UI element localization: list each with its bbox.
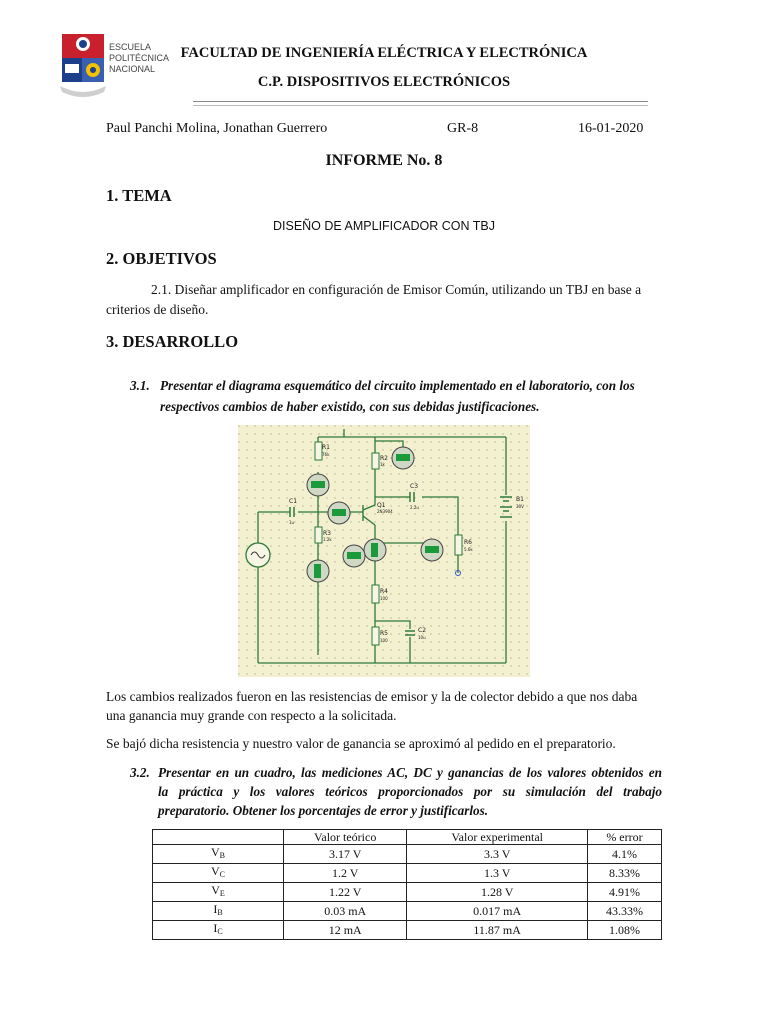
table-cell-error: 1.08% — [587, 921, 661, 940]
table-cell-error: 4.91% — [587, 883, 661, 902]
resistor-r4 — [372, 585, 379, 603]
label-b1: B1 — [516, 496, 524, 503]
objective-line-2: criterios de diseño. — [106, 302, 209, 317]
label-r4-value: 100 — [380, 596, 388, 601]
label-r6: R6 — [464, 539, 472, 546]
section-heading-objetivos: 2. OBJETIVOS — [106, 249, 217, 268]
label-r4: R4 — [380, 588, 388, 595]
table-cell-error: 4.1% — [587, 845, 661, 864]
label-q1: Q1 — [377, 502, 386, 509]
table-cell-theoretical: 0.03 mA — [284, 902, 407, 921]
label-q1-value: 2N3904 — [377, 509, 393, 514]
changes-paragraph-line-1: Los cambios realizados fueron en las resistencias de emisor y la de colector debido a que nos daba — [106, 689, 638, 704]
table-cell-experimental: 11.87 mA — [407, 921, 588, 940]
table-row — [153, 864, 662, 883]
logo-line: POLITÉCNICA — [109, 53, 170, 63]
question-3-1-line-1: Presentar el diagrama esquemático del circuito implementado en el laboratorio, con los — [160, 378, 635, 393]
table-cell-theoretical: 12 mA — [284, 921, 407, 940]
label-c1-value: 1u — [289, 520, 295, 525]
faculty-title: FACULTAD DE INGENIERÍA ELÉCTRICA Y ELECTRÓNICA — [180, 45, 588, 61]
table-header-cell — [153, 830, 284, 845]
table-cell-theoretical: 3.17 V — [284, 845, 407, 864]
label-r5: R5 — [380, 630, 388, 637]
table-row — [153, 883, 662, 902]
label-b1-value: 30V — [516, 504, 524, 509]
header-divider-thin — [193, 105, 648, 106]
topic-text: DISEÑO DE AMPLIFICADOR CON TBJ — [272, 219, 496, 233]
section-heading-tema: 1. TEMA — [106, 186, 172, 205]
label-r1: R1 — [322, 444, 330, 451]
table-cell-theoretical: 1.2 V — [284, 864, 407, 883]
label-r6-value: 5.6k — [464, 547, 473, 552]
question-3-2-line-1: Presentar en un cuadro, las mediciones AC, DC y ganancias de los valores obtenidos en — [158, 765, 662, 780]
table-cell-experimental: 1.3 V — [407, 864, 588, 883]
authors: Paul Panchi Molina, Jonathan Guerrero — [106, 121, 328, 136]
resistor-r1 — [315, 442, 322, 460]
question-3-1-number: 3.1. — [130, 378, 150, 393]
resistor-r3 — [315, 527, 322, 543]
label-c3-value: 2.2u — [410, 505, 419, 510]
table-cell-variable: $V_C$ — [153, 864, 284, 883]
label-c2-value: 10u — [418, 635, 426, 640]
date: 16-01-2020 — [578, 121, 644, 136]
label-r5-value: 100 — [380, 638, 388, 643]
table-header-cell: % error — [587, 830, 661, 845]
table-cell-error: 43.33% — [587, 902, 661, 921]
table-row — [153, 845, 662, 864]
table-cell-variable: $I_C$ — [153, 921, 284, 940]
label-c2: C2 — [418, 627, 427, 634]
question-3-2-line-3: preparatorio. Obtener los porcentajes de error y justificarlos. — [158, 803, 489, 818]
results-table — [152, 829, 662, 940]
table-row — [153, 921, 662, 940]
group: GR-8 — [447, 121, 479, 136]
section-heading-desarrollo: 3. DESARROLLO — [106, 332, 239, 351]
table-cell-experimental: 0.017 mA — [407, 902, 588, 921]
resistor-r6 — [455, 535, 462, 555]
table-cell-variable: $I_B$ — [153, 902, 284, 921]
question-3-1-line-2: respectivos cambios de haber existido, con sus debidas justificaciones. — [160, 399, 540, 414]
table-cell-experimental: 1.28 V — [407, 883, 588, 902]
header-divider — [193, 101, 648, 102]
report-title: INFORME No. 8 — [325, 152, 443, 169]
table-header-cell: Valor teórico — [284, 830, 407, 845]
label-r2-value: 1k — [380, 462, 385, 467]
table-row — [153, 902, 662, 921]
label-r3-value: 1.2k — [323, 537, 332, 542]
resistor-r2 — [372, 453, 379, 469]
label-c3: C3 — [410, 483, 419, 490]
question-3-2-number: 3.2. — [130, 765, 150, 780]
table-cell-error: 8.33% — [587, 864, 661, 883]
objective-line-1: 2.1. Diseñar amplificador en configuración de Emisor Común, utilizando un TBJ en base a — [151, 282, 642, 297]
table-cell-theoretical: 1.22 V — [284, 883, 407, 902]
schematic-drawing — [238, 425, 530, 677]
table-cell-variable: $V_E$ — [153, 883, 284, 902]
logo-line: ESCUELA — [109, 42, 152, 52]
table-header-row — [153, 830, 662, 845]
question-3-2-line-2: la práctica y los valores teóricos proporcionados por su simulación del trabajo — [158, 784, 662, 799]
label-c1: C1 — [289, 498, 298, 505]
course-title: C.P. DISPOSITIVOS ELECTRÓNICOS — [257, 74, 511, 90]
table-cell-experimental: 3.3 V — [407, 845, 588, 864]
label-r2: R2 — [380, 455, 388, 462]
gain-paragraph: Se bajó dicha resistencia y nuestro valor de ganancia se aproximó al pedido en el preparatorio. — [106, 736, 616, 751]
label-r1-value: 76k — [322, 452, 330, 457]
logo-line: NACIONAL — [109, 64, 156, 74]
resistor-r5 — [372, 627, 379, 645]
changes-paragraph-line-2: una ganancia muy grande con respecto a la solicitada. — [106, 708, 397, 723]
circuit-schematic — [238, 425, 530, 677]
label-r3: R3 — [323, 530, 331, 537]
table-header-cell: Valor experimental — [407, 830, 588, 845]
table-cell-variable: $V_B$ — [153, 845, 284, 864]
